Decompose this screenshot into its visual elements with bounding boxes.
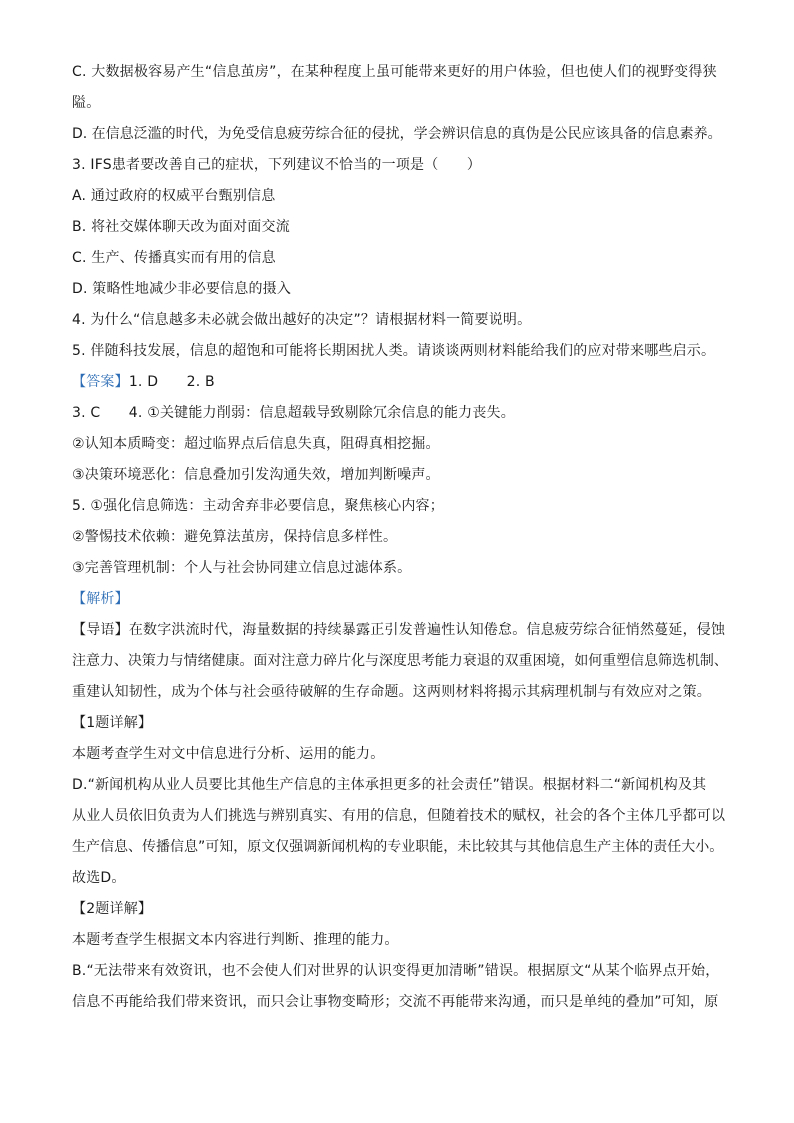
option-d-q2: D. 在信息泛滥的时代，为免受信息疲劳综合征的侵扰，学会辨识信息的真伪是公民应该具备的信息素养。 [72,126,722,142]
detail-1-line-1: 本题考查学生对文中信息进行分析、运用的能力。 [72,746,385,762]
question-3-stem: 3. IFS患者要改善自己的症状，下列建议不恰当的一项是（ ） [72,157,482,173]
answer-line-2: 3. C 4. ①关键能力削弱：信息超载导致剔除冗余信息的能力丧失。 [72,405,515,421]
answer-line-6: ②警惕技术依赖：避免算法茧房，保持信息多样性。 [72,529,398,545]
answer-line-4: ③决策环境恶化：信息叠加引发沟通失效，增加判断噪声。 [72,467,440,483]
guide-line-1 [72,620,728,651]
question-4: 4. 为什么“信息越多未必就会做出越好的决定”？请根据材料一简要说明。 [72,312,532,328]
answer-line-7: ③完善管理机制：个人与社会协同建立信息过滤体系。 [72,560,412,576]
guide-text-1: 在数字洪流时代，海量数据的持续暴露正引发普遍性认知倦怠。信息疲劳综合征悄然蔓延，侵蚀 [128,622,726,638]
detail-1-line-2: D.“新闻机构从业人员要比其他生产信息的主体承担更多的社会责任”错误。根据材料二“新闻机构及其 [72,777,707,793]
option-c-q2: C. 大数据极容易产生“信息茧房”，在某种程度上虽可能带来更好的用户体验，但也使人们的视野变得狭 [72,64,717,80]
detail-2-line-3: 信息不再能给我们带来资讯，而只会让事物变畸形；交流不再能带来沟通，而只是单纯的叠加”可知，原 [72,994,719,1010]
detail-2-line-1: 本题考查学生根据文本内容进行判断、推理的能力。 [72,932,399,948]
detail-2-title: 【2题详解】 [72,901,153,917]
detail-1-line-4: 生产信息、传播信息”可知，原文仅强调新闻机构的专业职能，未比较其与其他信息生产主体的责任大小。 [72,839,724,855]
question-5: 5. 伴随科技发展，信息的超饱和可能将长期困扰人类。请谈谈两则材料能给我们的应对带来哪些启示。 [72,343,716,359]
detail-2-line-2: B.“无法带来有效资讯，也不会使人们对世界的认识变得更加清晰”错误。根据原文“从某个临界点开始， [72,963,720,979]
analysis-tag: 【解析】 [72,591,129,607]
guide-tag: 【导语】 [72,622,129,638]
detail-1-title: 【1题详解】 [72,715,153,731]
detail-1-line-3: 从业人员依旧负责为人们挑选与辨别真实、有用的信息，但随着技术的赋权，社会的各个主体几乎都可以 [72,808,726,824]
answer-line-1 [72,372,728,403]
guide-line-3: 重建认知韧性，成为个体与社会亟待破解的生存命题。这两则材料将揭示其病理机制与有效应对之策。 [72,684,711,700]
question-3-option-c: C. 生产、传播真实而有用的信息 [72,250,276,266]
answer-line-5: 5. ①强化信息筛选：主动舍弃非必要信息，聚焦核心内容； [72,498,444,514]
answer-line-3: ②认知本质畸变：超过临界点后信息失真，阻碍真相挖掘。 [72,436,440,452]
question-3-option-b: B. 将社交媒体聊天改为面对面交流 [72,219,290,235]
document-page [72,62,728,1023]
question-3-option-a: A. 通过政府的权威平台甄别信息 [72,188,276,204]
guide-line-2: 注意力、决策力与情绪健康。面对注意力碎片化与深度思考能力衰退的双重困境，如何重塑信息筛选机制、 [72,653,728,669]
answer-1-2: 1. D 2. B [128,374,215,390]
detail-1-line-5: 故选D。 [72,870,126,886]
answer-tag: 【答案】 [72,374,129,390]
option-c-q2-cont: 隘。 [72,95,101,111]
question-3-option-d: D. 策略性地减少非必要信息的摄入 [72,281,292,297]
